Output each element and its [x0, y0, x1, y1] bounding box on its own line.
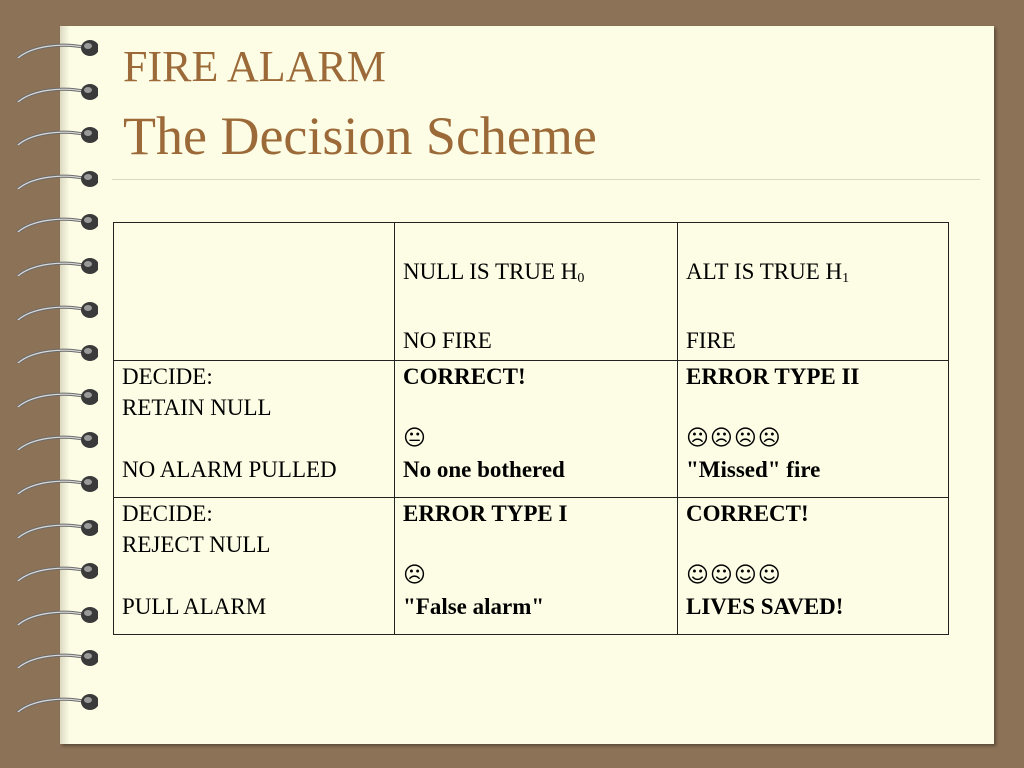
- outcome-heading: CORRECT!: [686, 501, 809, 526]
- outcome-cell: [395, 498, 678, 635]
- sad-face-icon: ☹☹☹☹: [686, 426, 782, 451]
- spiral-ring-icon: [12, 254, 98, 276]
- spiral-ring-icon: [12, 516, 98, 538]
- outcome-cell: [395, 361, 678, 498]
- spacer: [686, 392, 942, 423]
- outcome-note: No one bothered: [403, 457, 565, 482]
- header-null-line2: NO FIRE: [403, 328, 492, 353]
- row-label-line: PULL ALARM: [122, 594, 267, 619]
- outcome-heading: CORRECT!: [403, 364, 526, 389]
- smiley-face-icon: ☺☺☺☺: [686, 563, 782, 588]
- outcome-note: "Missed" fire: [686, 457, 821, 482]
- outcome-note: "False alarm": [403, 594, 545, 619]
- header-alt-cell: [678, 223, 949, 361]
- table-header-row: [114, 223, 949, 361]
- slide-title: FIRE ALARM: [123, 42, 386, 91]
- spiral-ring-icon: [12, 603, 98, 625]
- spiral-ring-icon: [12, 210, 98, 232]
- spiral-ring-icon: [12, 690, 98, 712]
- title-divider: [112, 179, 980, 180]
- table-row-reject: [114, 498, 949, 635]
- row-label-line: REJECT NULL: [122, 532, 271, 557]
- spacer: [686, 529, 942, 560]
- spiral-ring-icon: [12, 472, 98, 494]
- sad-face-icon: ☹: [403, 563, 427, 588]
- outcome-heading: ERROR TYPE I: [403, 501, 568, 526]
- slide-subtitle: The Decision Scheme: [123, 106, 597, 166]
- header-alt-subscript: 1: [842, 271, 850, 286]
- outcome-note: LIVES SAVED!: [686, 594, 844, 619]
- spiral-ring-icon: [12, 80, 98, 102]
- spiral-ring-icon: [12, 36, 98, 58]
- spiral-ring-icon: [12, 428, 98, 450]
- header-null-cell: [395, 223, 678, 361]
- outcome-heading: ERROR TYPE II: [686, 364, 860, 389]
- spacer: [403, 529, 671, 560]
- header-alt-line1: [686, 256, 942, 294]
- header-null-line1: [403, 256, 671, 294]
- spiral-ring-icon: [12, 646, 98, 668]
- spiral-ring-icon: [12, 341, 98, 363]
- spiral-ring-icon: [12, 385, 98, 407]
- header-empty-cell: [114, 223, 395, 361]
- spacer: [403, 294, 671, 325]
- header-alt-line2: FIRE: [686, 328, 736, 353]
- spiral-ring-icon: [12, 123, 98, 145]
- neutral-face-icon: 😐: [403, 426, 427, 451]
- header-null-text: NULL IS TRUE H: [403, 259, 578, 284]
- spiral-ring-icon: [12, 298, 98, 320]
- header-null-subscript: 0: [577, 271, 585, 286]
- spacer: [122, 423, 388, 454]
- outcome-cell: [678, 361, 949, 498]
- spiral-ring-icon: [12, 559, 98, 581]
- header-alt-text: ALT IS TRUE H: [686, 259, 843, 284]
- spiral-ring-icon: [12, 167, 98, 189]
- row-label-cell: [114, 498, 395, 635]
- spacer: [122, 560, 388, 591]
- row-label-line: NO ALARM PULLED: [122, 457, 337, 482]
- spacer: [403, 392, 671, 423]
- row-label-line: RETAIN NULL: [122, 395, 272, 420]
- spacer: [686, 294, 942, 325]
- row-label-cell: [114, 361, 395, 498]
- outcome-cell: [678, 498, 949, 635]
- table-row-retain: [114, 361, 949, 498]
- row-label-line: DECIDE:: [122, 364, 213, 389]
- decision-table: [113, 222, 949, 635]
- row-label-line: DECIDE:: [122, 501, 213, 526]
